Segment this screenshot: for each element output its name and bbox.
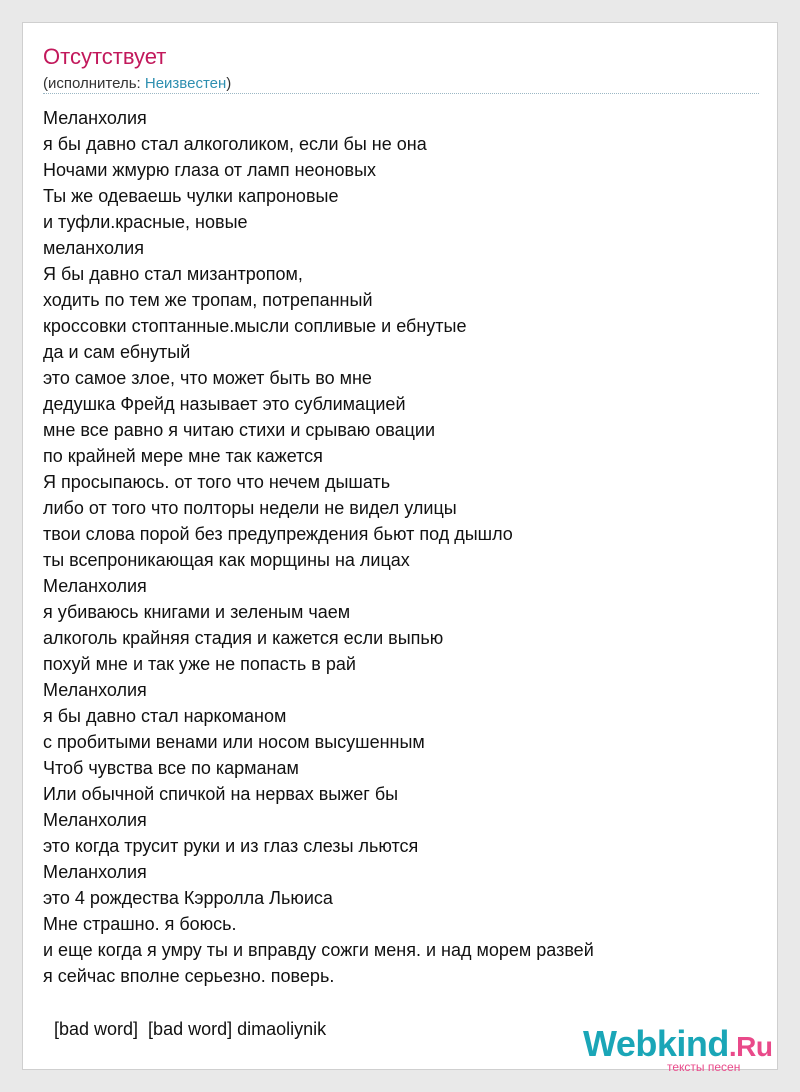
lyric-line: Меланхолия bbox=[43, 862, 147, 882]
lyric-line: Ночами жмурю глаза от ламп неоновых bbox=[43, 160, 377, 180]
divider bbox=[43, 93, 759, 94]
lyric-line: и еще когда я умру ты и вправду сожги меня. и над морем развей bbox=[43, 940, 594, 960]
lyric-line: ты всепроникающая как морщины на лицах bbox=[43, 550, 410, 570]
lyric-line: и туфли.красные, новые bbox=[43, 212, 248, 232]
artist-link[interactable]: Неизвестен bbox=[144, 75, 227, 92]
lyric-line: Ты же одеваешь чулки капроновые bbox=[43, 186, 339, 206]
lyric-line: это когда трусит руки и из глаз слезы льются bbox=[43, 836, 419, 856]
credits: [bad word] [bad word] dimaoliynik bbox=[49, 1019, 327, 1039]
lyric-line: я убиваюсь книгами и зеленым чаем bbox=[43, 602, 351, 622]
logo-name: Webkind bbox=[583, 1023, 729, 1064]
artist-prefix: (исполнитель: bbox=[43, 75, 145, 92]
lyric-line: Чтоб чувства все по карманам bbox=[43, 758, 299, 778]
lyric-line: это 4 рождества Кэрролла Льюиса bbox=[43, 888, 333, 908]
lyric-line: алкоголь крайняя стадия и кажется если выпью bbox=[43, 628, 444, 648]
site-logo[interactable] bbox=[583, 1024, 783, 1080]
lyric-line: Мне страшно. я боюсь. bbox=[43, 914, 237, 934]
lyric-line: Я бы давно стал мизантропом, bbox=[43, 264, 303, 284]
artist-suffix: ) bbox=[226, 75, 232, 92]
lyric-line: по крайней мере мне так кажется bbox=[43, 446, 323, 466]
lyric-line: либо от того что полторы недели не видел улицы bbox=[43, 498, 457, 518]
lyric-line: это самое злое, что может быть во мне bbox=[43, 368, 372, 388]
logo-tld: .Ru bbox=[728, 1031, 773, 1062]
lyric-line: я сейчас вполне серьезно. поверь. bbox=[43, 966, 335, 986]
lyric-line: мне все равно я читаю стихи и срываю овации bbox=[43, 420, 436, 440]
song-title: Отсутствует bbox=[43, 44, 167, 69]
lyric-line: меланхолия bbox=[43, 238, 144, 258]
artist-line bbox=[43, 74, 231, 94]
lyric-line: я бы давно стал алкоголиком, если бы не она bbox=[43, 134, 427, 154]
lyric-line: Меланхолия bbox=[43, 680, 147, 700]
lyric-line: кроссовки стоптанные.мысли сопливые и ебнутые bbox=[43, 316, 467, 336]
lyric-line: твои слова порой без предупреждения бьют под дышло bbox=[43, 524, 513, 544]
lyric-line: похуй мне и так уже не попасть в рай bbox=[43, 654, 356, 674]
lyric-line: ходить по тем же тропам, потрепанный bbox=[43, 290, 373, 310]
lyric-line: Меланхолия bbox=[43, 108, 147, 128]
lyrics-card bbox=[22, 22, 778, 1074]
lyrics-text bbox=[43, 105, 594, 989]
lyric-line: Или обычной спичкой на нервах выжег бы bbox=[43, 784, 399, 804]
lyric-line: Меланхолия bbox=[43, 576, 147, 596]
lyric-line: да и сам ебнутый bbox=[43, 342, 191, 362]
lyric-line: я бы давно стал наркоманом bbox=[43, 706, 287, 726]
lyric-line: с пробитыми венами или носом высушенным bbox=[43, 732, 425, 752]
lyric-line: Меланхолия bbox=[43, 810, 147, 830]
logo-tagline: тексты песен bbox=[667, 1060, 741, 1074]
lyric-line: дедушка Фрейд называет это сублимацией bbox=[43, 394, 406, 414]
lyric-line: Я просыпаюсь. от того что нечем дышать bbox=[43, 472, 391, 492]
